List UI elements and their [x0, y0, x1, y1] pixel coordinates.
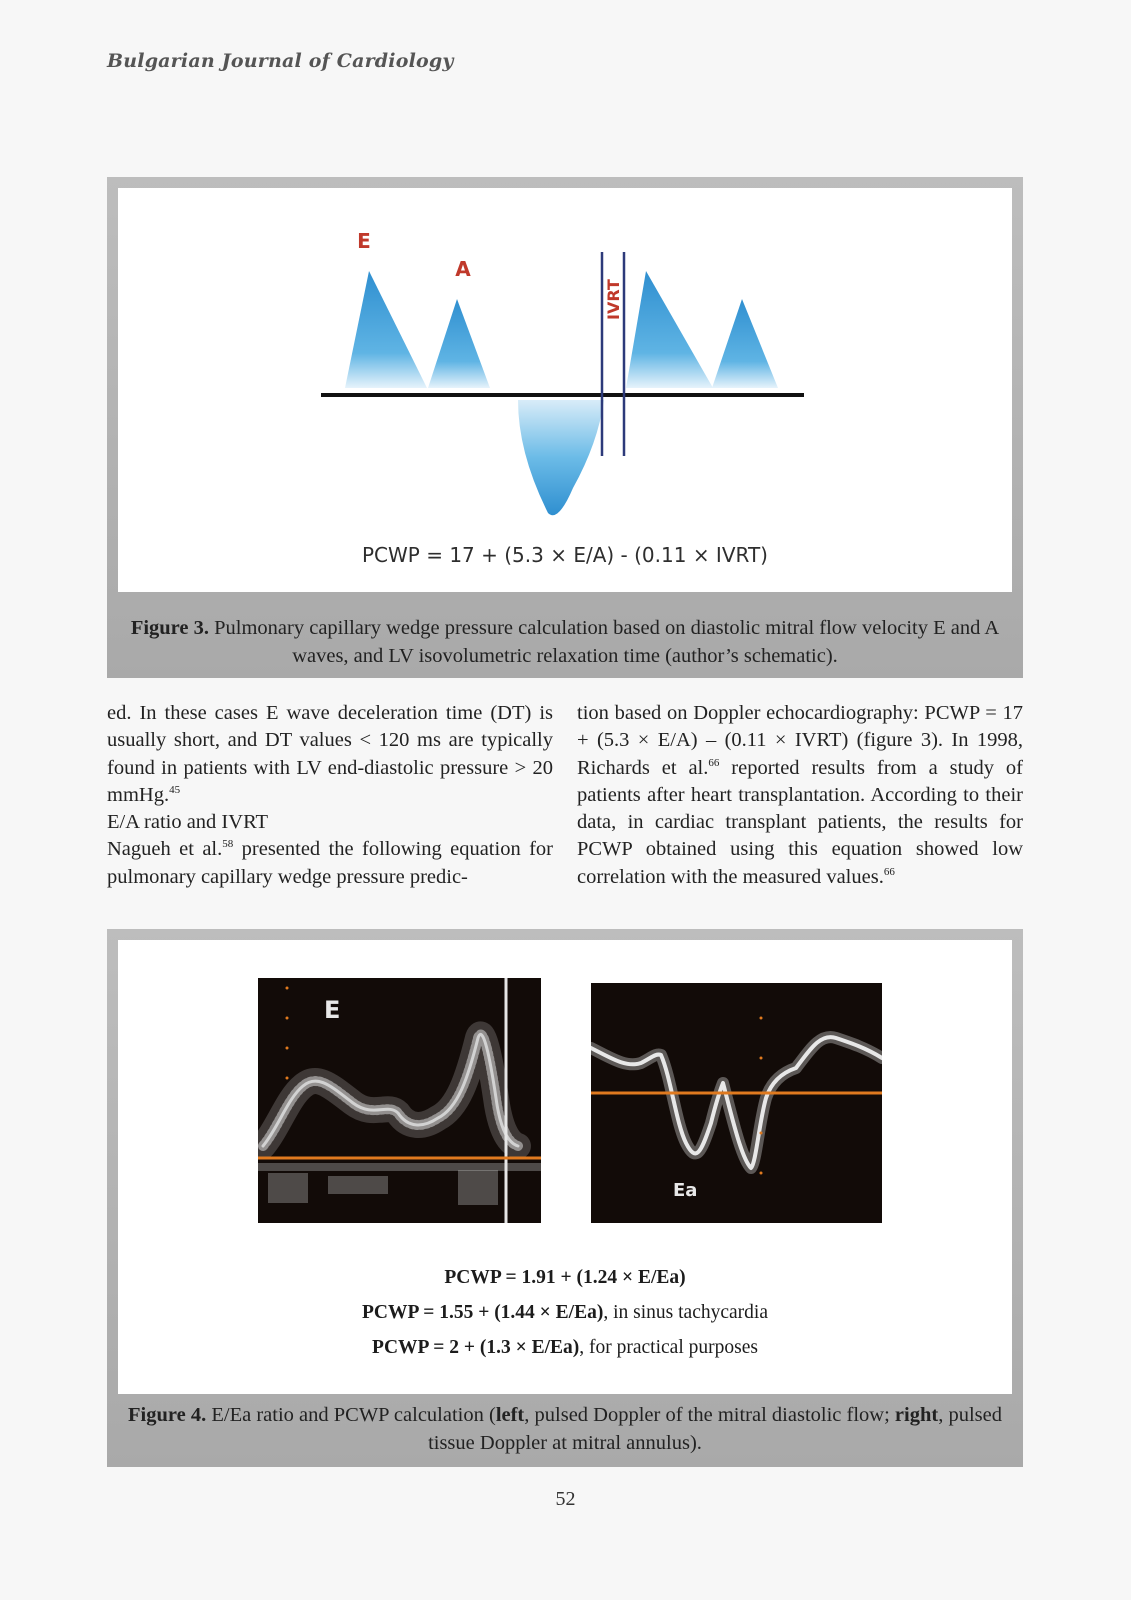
figure-4-panel — [118, 940, 1012, 1394]
a-wave-2 — [712, 299, 778, 388]
reference: 66 — [883, 865, 895, 878]
label-ivrt: IVRT — [604, 279, 623, 320]
label-a: A — [455, 257, 471, 281]
figure-3 — [107, 177, 1023, 678]
a-wave — [428, 299, 490, 388]
mitral-flow-trace — [258, 978, 541, 1223]
paragraph: Nagueh et al.$^{58}$ presented the following equation for pulmonary capillary wedge pressure predic- — [107, 838, 553, 888]
journal-header: Bulgarian Journal of Cardiology — [107, 50, 454, 72]
figure-4-caption: Figure 4. E/Ea ratio and PCWP calculation (left, pulsed Doppler of the mitral diastolic flow; right, pulsed tissue Doppler at mitral annulus). — [128, 1404, 1002, 1454]
figure-3-formula: PCWP = 17 + (5.3 × E/A) - (0.11 × IVRT) — [362, 543, 768, 567]
figure-3-panel — [118, 188, 1012, 592]
right-column — [577, 700, 1023, 891]
reference: 66 — [708, 756, 720, 769]
body-text — [107, 700, 1023, 891]
tissue-doppler-image — [591, 983, 882, 1223]
pulsed-doppler-image — [258, 978, 541, 1223]
subheading: E/A ratio and IVRT — [107, 811, 269, 834]
figure-3-caption-label: Figure 3. — [130, 617, 210, 639]
figure-3-caption-text: Pulmonary capillary wedge pressure calculation based on diastolic mitral flow velocity E and A waves, and LV isovolumetric relaxation time (author’s schematic). — [209, 617, 1000, 667]
formula-line: PCWP = 1.55 + (1.44 × E/Ea), in sinus tachycardia — [362, 1302, 768, 1323]
ea-wave-label: Ea — [673, 1180, 698, 1201]
e-wave-label: E — [324, 996, 341, 1024]
systolic-wave — [518, 400, 604, 515]
left-column — [107, 700, 553, 891]
figure-4-formulas — [118, 1260, 1012, 1365]
doppler-schematic — [118, 188, 1012, 592]
figure-4 — [107, 929, 1023, 1467]
page-number: 52 — [555, 1488, 576, 1510]
e-wave-2 — [626, 271, 713, 388]
e-wave — [345, 271, 427, 388]
annulus-velocity-trace — [591, 983, 882, 1223]
paragraph: tion based on Doppler echocardiography: PCWP = 17 + (5.3 × E/A) – (0.11 × IVRT) (figure 3). In 1998, Richards et al.$^{66}$ reported results from a study of patients after heart transplantation. According to their data, in cardiac transplant patients, the results for PCWP obtained using this equation showed low correlation with the measured values.$^{66}$ — [577, 702, 1023, 888]
reference: 58 — [222, 838, 234, 851]
figure-3-caption — [127, 614, 1003, 670]
label-e: E — [357, 229, 371, 253]
formula-line: PCWP = 1.91 + (1.24 × E/Ea) — [444, 1267, 686, 1288]
reference: 45 — [169, 783, 181, 796]
paragraph: ed. In these cases E wave deceleration time (DT) is usually short, and DT values < 120 ms are typically found in patients with LV end-diastolic pressure > 20 mmHg.$^{45}$ — [107, 702, 553, 806]
formula-line: PCWP = 2 + (1.3 × E/Ea), for practical purposes — [372, 1337, 758, 1358]
